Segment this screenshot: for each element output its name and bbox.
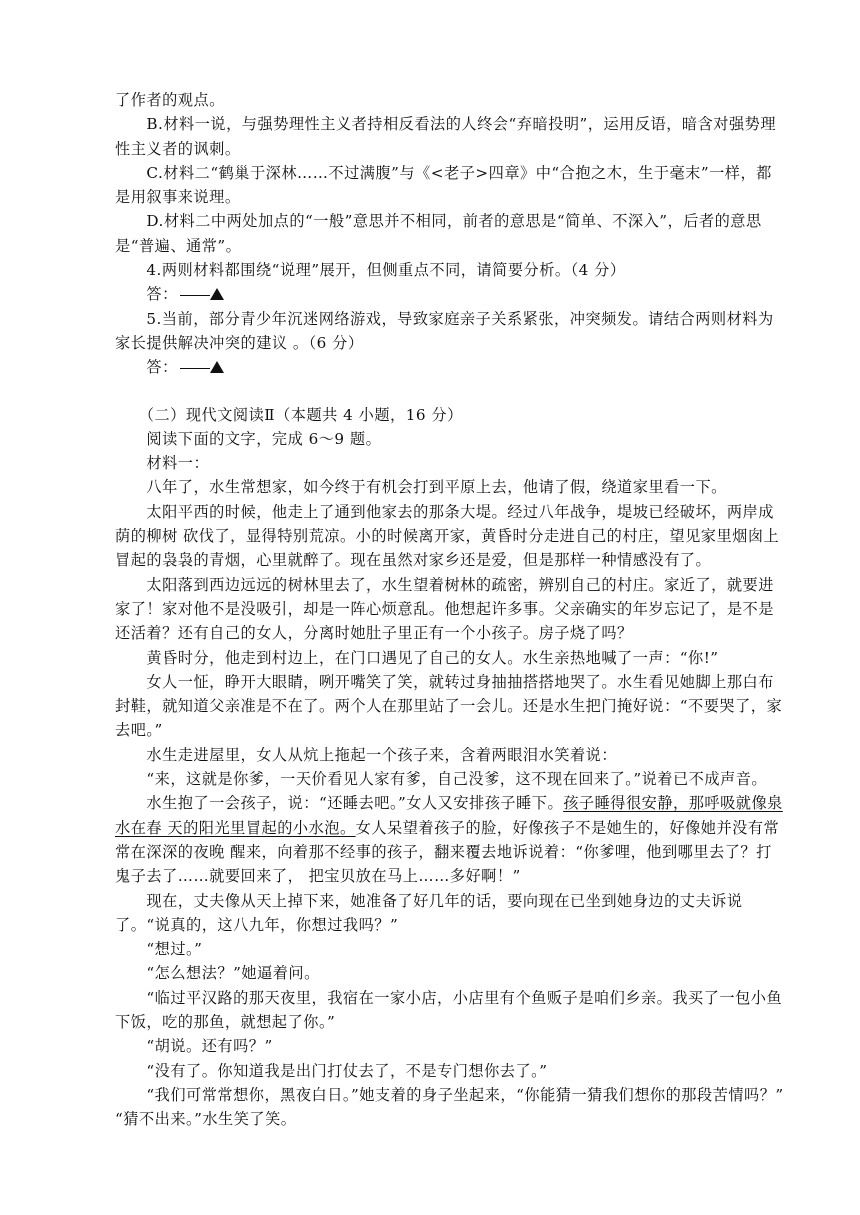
reading-passage-part2 [115, 791, 785, 888]
answer-blank-line [180, 368, 210, 369]
answer-line-q5 [115, 355, 785, 379]
reading-passage-dialogue: 现在，丈夫像从天上掉下来，她准备了好几年的话，要向现在已坐到她身边的丈夫诉说了。“说真的，这八九年，你想过我吗？” “想过。” “怎么想法？”她逼着问。 “临过平汉路的那天夜里，我宿在一家小店，小店里有个鱼贩子是咱们乡亲。我买了一包小鱼下饭，吃的那鱼，就想起了你。” “胡说。还有吗？” “没有了。你知道我是出门打仗去了，不是专门想你去了。” “我们可常常想你，黑夜白日。”她支着的身子坐起来，“你能猜一猜我们想你的那段苦情吗？” “猜不出来。”水生笑了笑。 [115, 891, 784, 1129]
answer-label: 答： [115, 358, 178, 377]
answer-blank-line [180, 295, 210, 296]
section-gap [0, 380, 860, 403]
reading-passage-part1: （二）现代文阅读Ⅱ（本题共 4 小题，16 分） 阅读下面的文字，完成 6～9 题。 材料一： 八年了，水生常想家，如今终于有机会打到平原上去，他请了假，绕道家里看一下。 太阳平西的时候，他走上了通到他家去的那条大堤。经过八年战争，堤坡已经破坏，两岸成荫的柳树 砍伐了，显得特别荒凉。小的时候离开家，黄昏时分走进自己的村庄，望见家里烟囱上冒起的袅袅的青烟，心里就醉了。现在虽然对家乡还是爱，但是那样一种情感没有了。 太阳落到西边远远的树林里去了，水生望着树林的疏密，辨别自己的村庄。家近了，就要进家了！家对他不是没吸引，却是一阵心烦意乱。他想起许多事。父亲确实的年岁忘记了，是不是还活着？还有自己的女人，分离时她肚子里正有一个小孩子。房子烧了吗？ 黄昏时分，他走到村边上，在门口遇见了自己的女人。水生亲热地喊了一声：“你!” 女人一怔，睁开大眼睛，咧开嘴笑了笑，就转过身抽抽搭搭地哭了。水生看见她脚上那白布封鞋，就知道父亲准是不在了。两个人在那里站了一会儿。还是水生把门掩好说：“不要哭了，家去吧。” 水生走进屋里，女人从炕上拖起一个孩子来，含着两眼泪水笑着说： “来，这就是你爹，一天价看见人家有爹，自己没爹，这不现在回来了。”说着已不成声音。 [115, 405, 783, 789]
triangle-marker-icon [210, 288, 224, 300]
passage-text: 水生抱了一会孩子，说：“还睡去吧。”女人又安排孩子睡下。 [115, 794, 564, 813]
exam-page [0, 88, 860, 1131]
passage-text: 女人呆望着孩子的脸，好像孩子不是她生的，好像她并没有常常在深深的夜晚 醒来，向着那不经事的孩子，翻来覆去地诉说着：“你爹哩，他到哪里去了？打鬼子去了……就要回来了， 把宝贝放在马上……多好啊！” [115, 818, 780, 886]
triangle-marker-icon [210, 361, 224, 373]
underlined-sentence: 孩子睡得很安静，那呼吸就像泉水在春 天的阳光里冒起的小水泡。 [115, 794, 783, 837]
answer-line-q4 [115, 282, 785, 306]
question-options-text: 了作者的观点。 B.材料一说，与强势理性主义者持相反看法的人终会“弃暗投明”，运用反语，暗含对强势理性主义者的讽刺。 C.材料二“鹤巢于深林……不过满腹”与《<老子>四章》中“合抱之木，生于毫末”一样，都是用叙事来说理。 D.材料二中两处加点的“一般”意思并不相同，前者的意思是“简单、不深入”，后者的意思是“普遍、通常”。 4.两则材料都围绕“说理”展开，但侧重点不同，请简要分析。（4 分） [115, 91, 777, 280]
question-5-text: 5.当前，部分青少年沉迷网络游戏，导致家庭亲子关系紧张，冲突频发。请结合两则材料为家长提供解决冲突的建议 。（6 分） [115, 309, 774, 352]
answer-label: 答： [115, 285, 178, 304]
